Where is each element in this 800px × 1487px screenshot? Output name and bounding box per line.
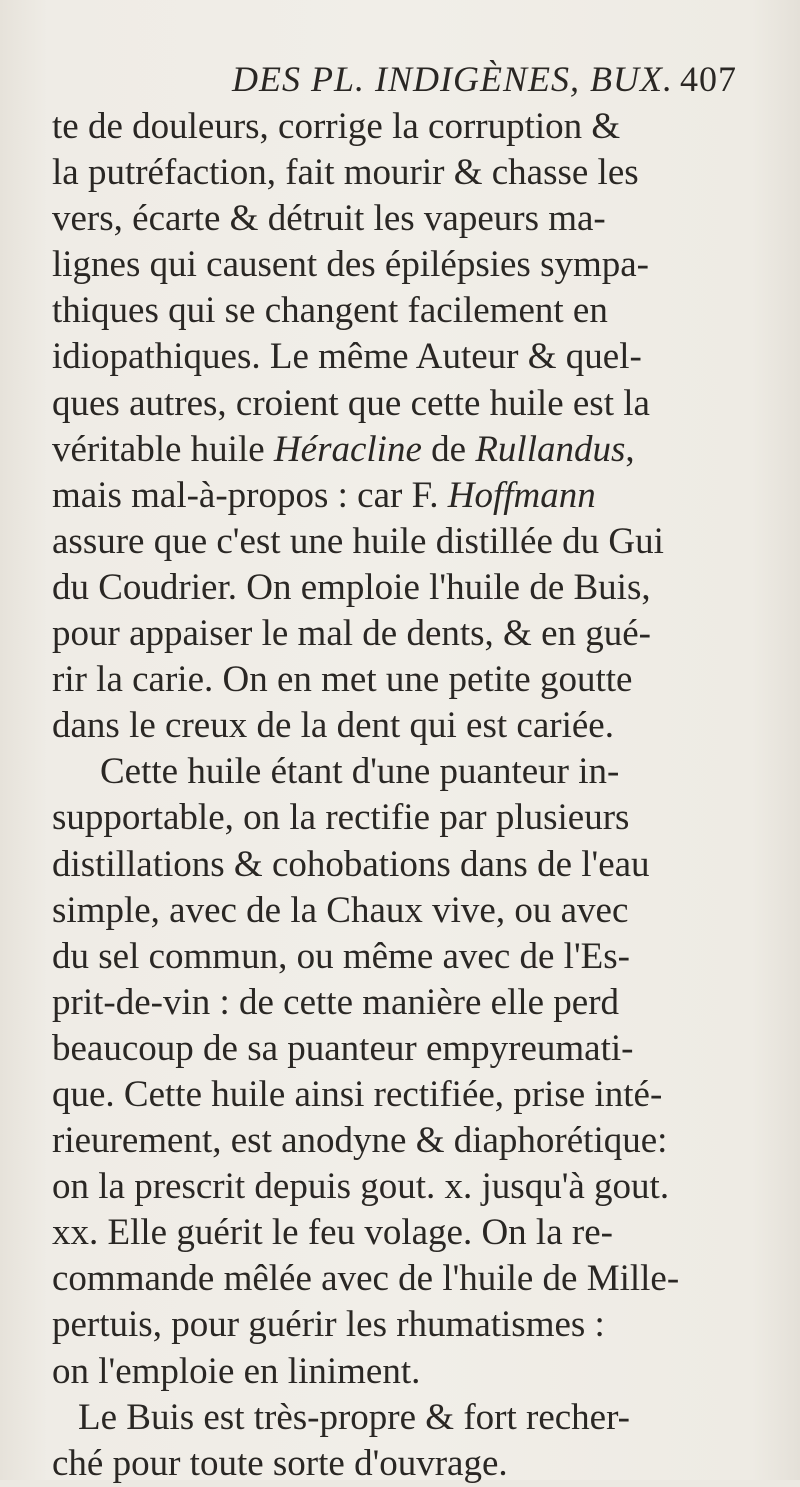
text-line: xx. Elle guérit le feu volage. On la re-: [52, 1212, 613, 1254]
text-line: idiopathiques. Le même Auteur & quel-: [52, 336, 642, 378]
text-line: rieurement, est anodyne & diaphorétique:: [52, 1120, 668, 1162]
text-line: que. Cette huile ainsi rectifiée, prise inté-: [52, 1073, 663, 1115]
text-line: ché pour toute sorte d'ouvrage.: [52, 1442, 508, 1484]
text-line: assure que c'est une huile distillée du Gui: [52, 520, 664, 562]
text-line: lignes qui causent des épilépsies sympa-: [52, 244, 650, 286]
text-line: ques autres, croient que cette huile est la: [52, 382, 650, 424]
page-number: 407: [680, 59, 737, 99]
text-line: on l'emploie en liniment.: [52, 1350, 421, 1392]
text-line: thiques qui se changent facilement en: [52, 290, 608, 332]
text-line: pertuis, pour guérir les rhumatismes :: [52, 1304, 605, 1346]
text-line: mais mal-à-propos : car F. Hoffmann: [52, 474, 596, 516]
text-line: du Coudrier. On emploie l'huile de Buis,: [52, 566, 651, 608]
text-line: simple, avec de la Chaux vive, ou avec: [52, 889, 629, 931]
text-line: on la prescrit depuis gout. x. jusqu'à gout.: [52, 1166, 670, 1208]
paragraph-start-line: Le Buis est très-propre & fort recher-: [78, 1396, 630, 1438]
text-line: pour appaiser le mal de dents, & en gué-: [52, 613, 651, 655]
running-head: [232, 58, 792, 102]
text-line: vers, écarte & détruit les vapeurs ma-: [52, 198, 606, 240]
text-line: distillations & cohobations dans de l'eau: [52, 843, 650, 885]
running-title: DES PL. INDIGÈNES, BUX.: [232, 59, 673, 99]
text-line: la putréfaction, fait mourir & chasse les: [52, 152, 639, 194]
text-line: te de douleurs, corrige la corruption &: [52, 106, 621, 147]
text-line: beaucoup de sa puanteur empyreumati-: [52, 1027, 634, 1069]
text-line: véritable huile Héracline de Rullandus,: [52, 428, 635, 470]
text-line: dans le creux de la dent qui est cariée.: [52, 705, 614, 747]
text-line: commande mêlée avec de l'huile de Mille-: [52, 1258, 680, 1300]
text-line: du sel commun, ou même avec de l'Es-: [52, 935, 630, 977]
text-line: rir la carie. On en met une petite goutte: [52, 659, 633, 701]
text-line: supportable, on la rectifie par plusieurs: [52, 797, 630, 839]
text-line: prit-de-vin : de cette manière elle perd: [52, 981, 620, 1023]
body-text: [52, 104, 782, 1487]
paragraph-start-line: Cette huile étant d'une puanteur in-: [100, 751, 620, 793]
